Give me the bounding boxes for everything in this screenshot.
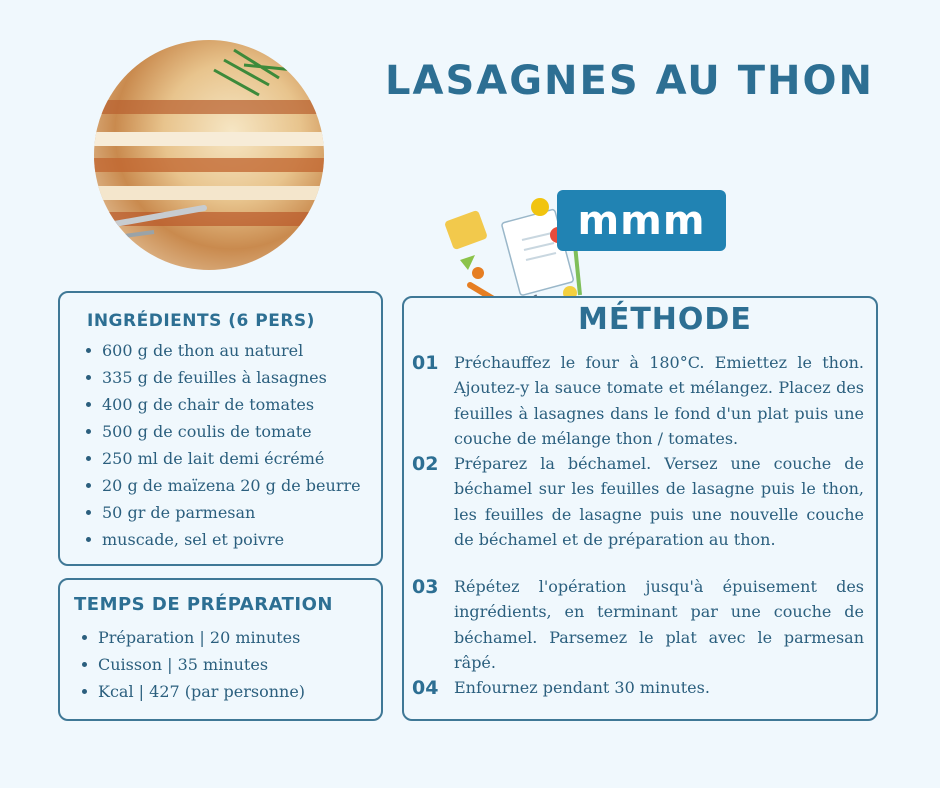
step-number: 04 [412,677,439,699]
list-item: Cuisson | 35 minutes [78,651,305,678]
list-item: 250 ml de lait demi écrémé [82,445,361,472]
step-number: 02 [412,453,439,475]
method-step [412,675,864,700]
method-step [412,451,864,552]
list-item: 335 g de feuilles à lasagnes [82,364,361,391]
list-item: Kcal | 427 (par personne) [78,678,305,705]
list-item: 400 g de chair de tomates [82,391,361,418]
step-text: Préparez la béchamel. Versez une couche de béchamel sur les feuilles de lasagne puis le thon, les feuilles de lasagne puis une nouvelle couche de béchamel et de préparation au thon. [454,454,864,549]
step-text: Enfournez pendant 30 minutes. [454,678,710,697]
ingredients-heading: INGRÉDIENTS (6 PERS) [87,311,315,331]
list-item: 500 g de coulis de tomate [82,418,361,445]
method-step [412,574,864,675]
list-item: 600 g de thon au naturel [82,337,361,364]
lasagna-photo [94,40,324,270]
page-title: LASAGNES AU THON [385,58,874,104]
list-item: Préparation | 20 minutes [78,624,305,651]
step-text: Répétez l'opération jusqu'à épuisement des ingrédients, en terminant par une couche de béchamel. Parsemez le plat avec le parmesan râpé. [454,577,864,672]
method-box [402,296,878,721]
mmm-badge: mmm [557,190,726,251]
step-number: 03 [412,576,439,598]
time-heading: TEMPS DE PRÉPARATION [74,594,333,615]
ingredients-box [58,291,383,566]
list-item: 20 g de maïzena 20 g de beurre [82,472,361,499]
preparation-time-box [58,578,383,721]
list-item: muscade, sel et poivre [82,526,361,553]
time-list [78,624,305,705]
step-text: Préchauffez le four à 180°C. Emiettez le thon. Ajoutez-y la sauce tomate et mélangez. Placez des feuilles à lasagnes dans le fond d'un plat puis une couche de mélange thon / tomates. [454,353,864,448]
step-number: 01 [412,352,439,374]
method-heading: MÉTHODE [574,302,756,337]
ingredients-list [82,337,361,553]
method-step [412,350,864,451]
list-item: 50 gr de parmesan [82,499,361,526]
